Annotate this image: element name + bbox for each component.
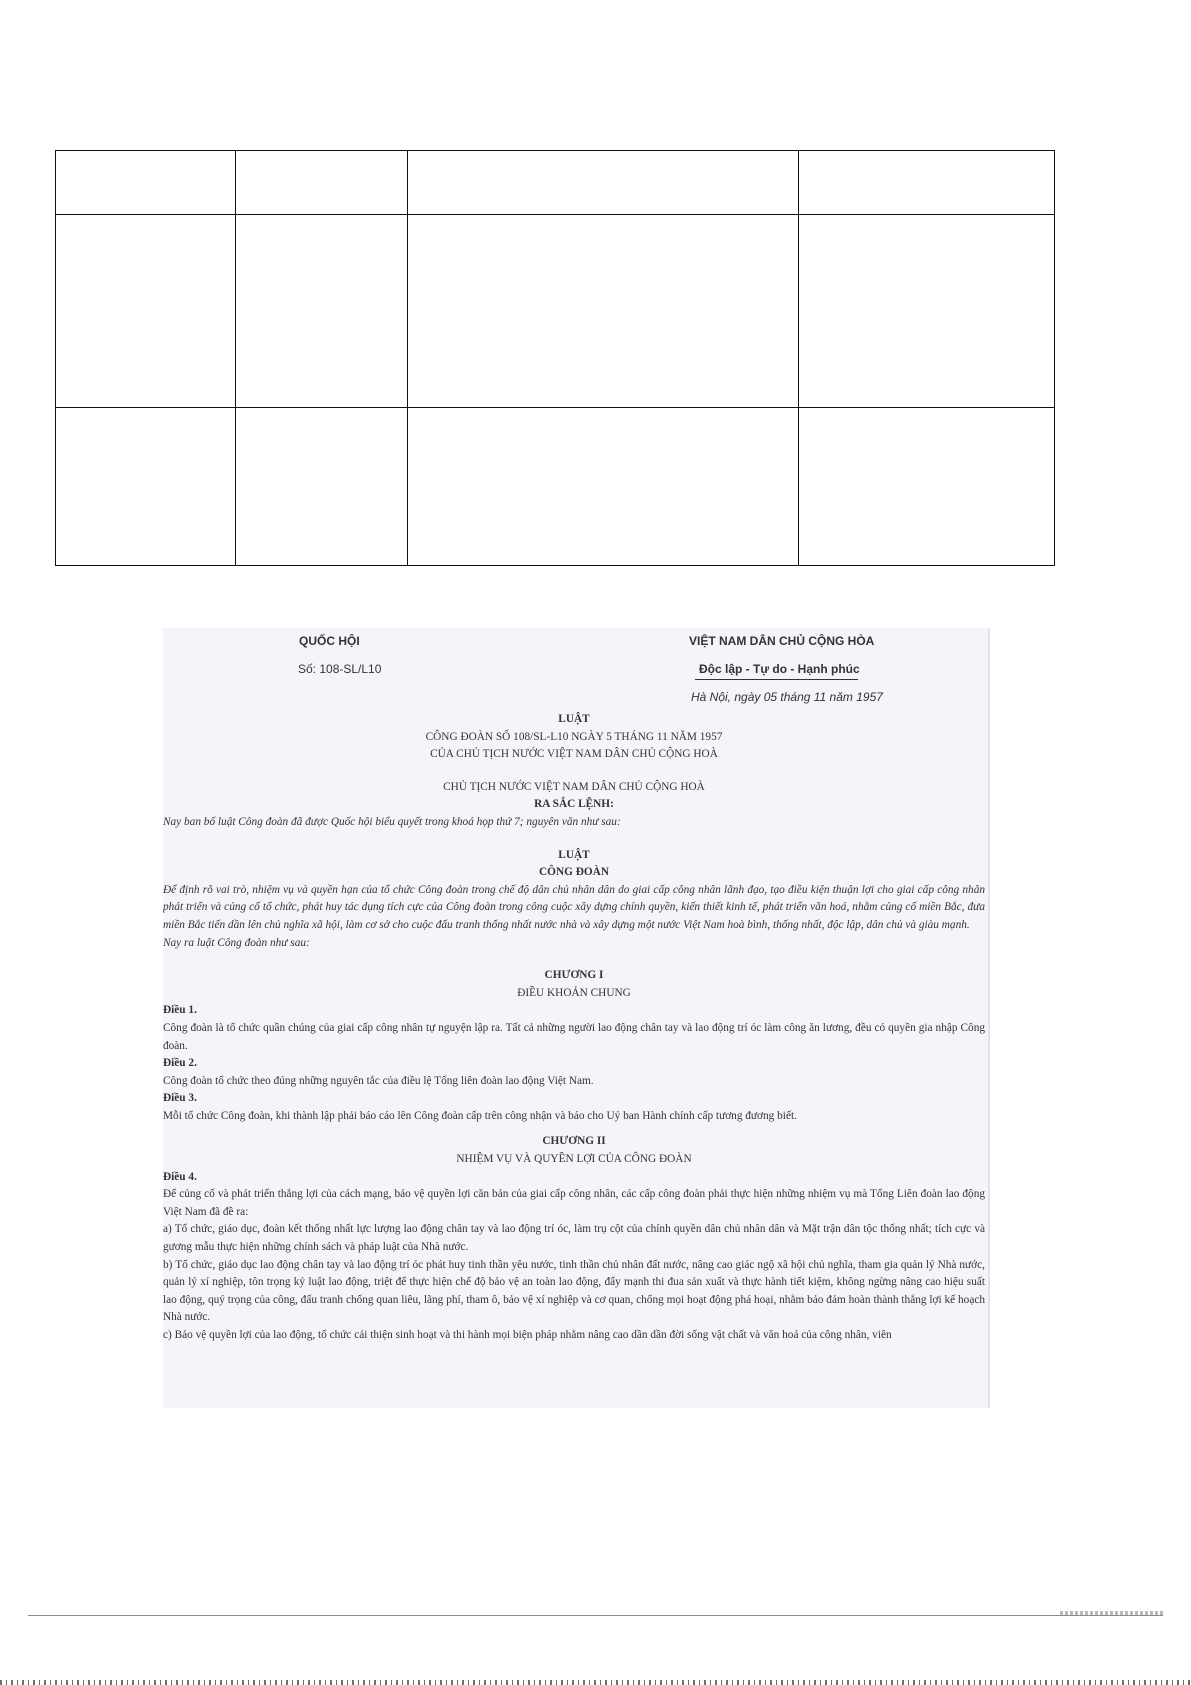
table-row <box>56 408 1055 566</box>
article-3-text: Mỗi tổ chức Công đoàn, khi thành lập phải báo cáo lên Công đoàn cấp trên công nhận và báo cho Uỷ ban Hành chính cấp tương đương biết. <box>163 1109 797 1122</box>
chapter-1-heading: CHƯƠNG I <box>544 969 604 982</box>
table-cell <box>799 408 1055 566</box>
bottom-edge-strip <box>0 1680 1191 1685</box>
article-4-label: Điều 4. <box>163 1170 197 1183</box>
law-name: CÔNG ĐOÀN <box>539 866 609 879</box>
law-heading-2: LUẬT <box>558 848 590 861</box>
chapter-2-title: NHIỆM VỤ VÀ QUYỀN LỢI CỦA CÔNG ĐOÀN <box>456 1153 692 1166</box>
table-cell <box>408 215 799 408</box>
table-row <box>56 215 1055 408</box>
table-cell <box>799 151 1055 215</box>
footer-divider <box>28 1615 1163 1616</box>
document-number: Số: 108-SL/L10 <box>298 662 382 676</box>
preamble-text: Để định rõ vai trò, nhiệm vụ và quyền hạn của tổ chức Công đoàn trong chế độ dân chủ nhân dân do giai cấp công nhân lãnh đạo, tạo điều kiện thuận lợi cho giai cấp công nhân phát triển và củng cố tổ chức, phát huy tác dụng tích cực của Công đoàn trong công cuộc xây dựng chính quyền, kiến thiết kinh tế, phát triển văn hoá, nhằm củng cố miền Bắc, đưa miền Bắc tiến dần lên chủ nghĩa xã hội, làm cơ sở cho cuộc đấu tranh thống nhất nước nhà và xây dựng một nước Việt Nam hoà bình, thống nhất, độc lập, dân chủ và giàu mạnh. <box>163 883 985 931</box>
table-cell <box>236 215 408 408</box>
document-body <box>163 711 985 1345</box>
article-1-label: Điều 1. <box>163 1004 197 1017</box>
article-2-label: Điều 2. <box>163 1057 197 1070</box>
enact-text: Nay ra luật Công đoàn như sau: <box>163 936 310 949</box>
president-title: CHỦ TỊCH NƯỚC VIỆT NAM DÂN CHỦ CỘNG HOÀ <box>443 780 705 793</box>
article-3-label: Điều 3. <box>163 1092 197 1105</box>
chapter-2-heading: CHƯƠNG II <box>542 1135 606 1148</box>
table-cell <box>56 215 236 408</box>
table-cell <box>56 151 236 215</box>
table-cell <box>408 408 799 566</box>
motto-underline <box>695 679 858 680</box>
country-name: VIỆT NAM DÂN CHỦ CỘNG HÒA <box>689 634 875 648</box>
article-4-item-b: b) Tổ chức, giáo dục lao động chân tay và lao động trí óc phát huy tinh thần yêu nước, tinh thần chủ nhân đất nước, nâng cao giác ngộ xã hội chủ nghĩa, tham gia quản lý Nhà nước, quản lý xí nghiệp, tôn trọng kỷ luật lao động, triệt để thực hiện chế độ bảo vệ an toàn lao động, đẩy mạnh thi đua sản xuất và thực hành tiết kiệm, không ngừng nâng cao hiệu suất lao động, quý trọng của công, đấu tranh chống quan liêu, lãng phí, tham ô, bảo vệ xí nghiệp và cơ quan, chống mọi hoạt động phá hoại, nhằm bảo đảm hoàn thành thắng lợi kế hoạch Nhà nước. <box>163 1258 985 1324</box>
article-4-item-a: a) Tổ chức, giáo dục, đoàn kết thống nhất lực lượng lao động chân tay và lao động trí óc, làm trụ cột của chính quyền dân chủ nhân dân và Mặt trận dân tộc thống nhất; tích cực và gương mẫu thực hiện những chính sách và pháp luật của Nhà nước. <box>163 1223 985 1254</box>
table-cell <box>236 151 408 215</box>
national-motto: Độc lập - Tự do - Hạnh phúc <box>699 662 860 676</box>
promulgation-text: Nay ban bố luật Công đoàn đã được Quốc hội biểu quyết trong khoá họp thứ 7; nguyên văn như sau: <box>163 815 621 828</box>
article-2-text: Công đoàn tổ chức theo đúng những nguyên tắc của điều lệ Tổng liên đoàn lao động Việt Nam. <box>163 1074 594 1087</box>
article-4-item-c: c) Bảo vệ quyền lợi của lao động, tổ chức cải thiện sinh hoạt và thi hành mọi biện pháp nhằm nâng cao dần dần đời sống vật chất và văn hoá của công nhân, viên <box>163 1329 892 1341</box>
law-document-image <box>163 628 990 1408</box>
law-heading: LUẬT <box>558 713 590 725</box>
chapter-1-title: ĐIỀU KHOẢN CHUNG <box>517 986 631 999</box>
decree-heading: RA SẮC LỆNH: <box>534 798 614 811</box>
table-cell <box>236 408 408 566</box>
issue-date: Hà Nội, ngày 05 tháng 11 năm 1957 <box>691 690 883 704</box>
table-cell <box>408 151 799 215</box>
empty-table <box>55 150 1055 566</box>
article-1-text: Công đoàn là tổ chức quần chúng của giai cấp công nhân tự nguyện lập ra. Tất cả những người lao động chân tay và lao động trí óc làm công ăn lương, đều có quyền gia nhập Công đoàn. <box>163 1021 985 1052</box>
law-issuer: CỦA CHỦ TỊCH NƯỚC VIỆT NAM DÂN CHỦ CỘNG HOÀ <box>430 748 718 761</box>
table-row <box>56 151 1055 215</box>
law-subtitle: CÔNG ĐOÀN SỐ 108/SL-L10 NGÀY 5 THÁNG 11 NĂM 1957 <box>425 730 723 743</box>
table-cell <box>56 408 236 566</box>
footer-mark <box>1060 1611 1163 1615</box>
table-cell <box>799 215 1055 408</box>
article-4-intro: Để củng cố và phát triển thắng lợi của cách mạng, bảo vệ quyền lợi căn bản của giai cấp công nhân, các cấp công đoàn phải thực hiện những nhiệm vụ mà Tổng Liên đoàn lao động Việt Nam đã đề ra: <box>163 1188 985 1218</box>
issuing-org: QUỐC HỘI <box>299 634 360 648</box>
